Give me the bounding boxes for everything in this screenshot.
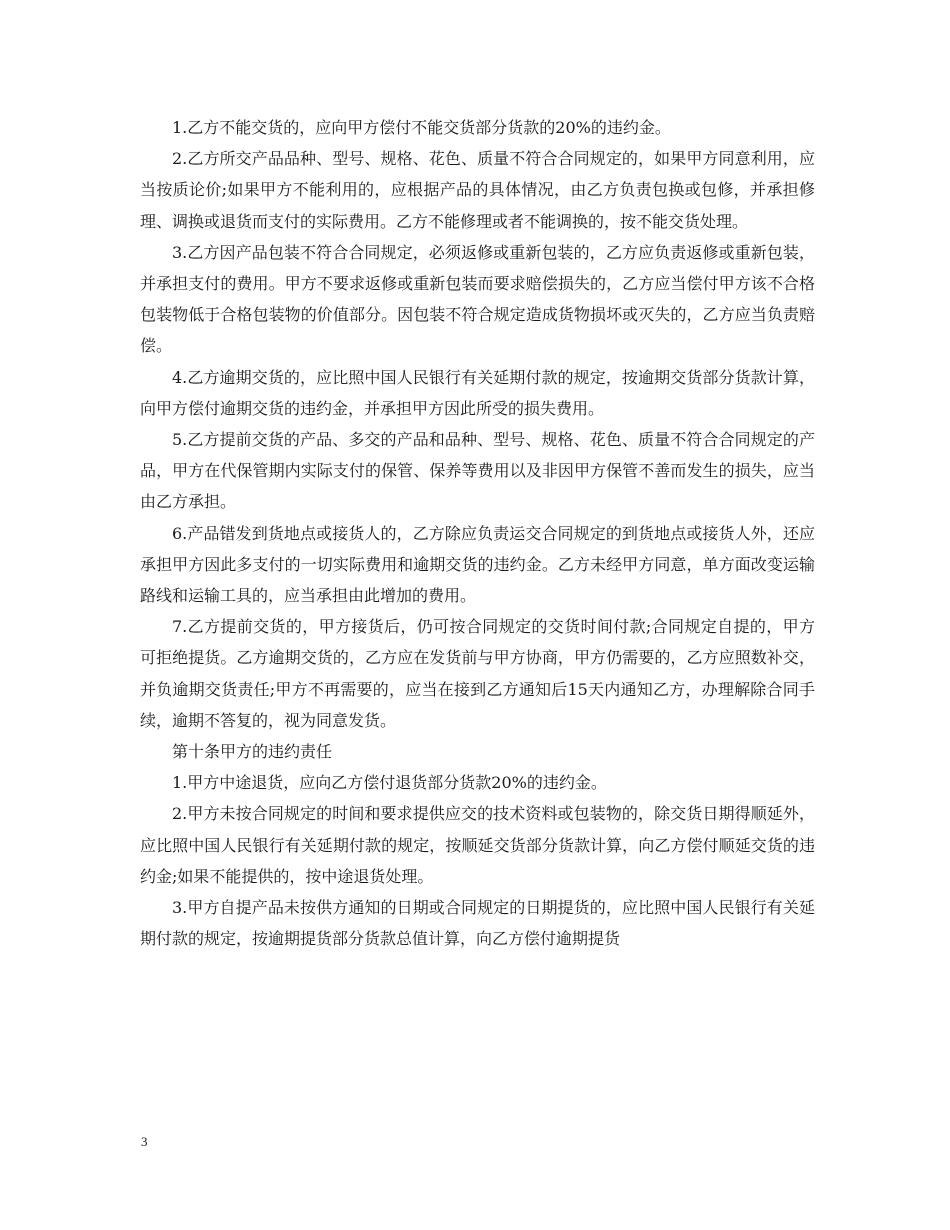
paragraph-5: 5.乙方提前交货的产品、多交的产品和品种、型号、规格、花色、质量不符合合同规定的产品，甲方在代保管期内实际支付的保管、保养等费用以及非因甲方保管不善而发生的损失，应当由乙方承担。 xyxy=(140,430,815,512)
paragraph-7: 7.乙方提前交货的，甲方接货后，仍可按合同规定的交货时间付款;合同规定自提的，甲方可拒绝提货。乙方逾期交货的，乙方应在发货前与甲方协商，甲方仍需要的，乙方应照数补交，并负逾期交货责任;甲方不再需要的，应当在接到乙方通知后15天内通知乙方，办理解除合同手续，逾期不答复的，视为同意发货。 xyxy=(140,617,815,730)
page-number: 3 xyxy=(141,1134,148,1149)
paragraph-10: 3.甲方自提产品未按供方通知的日期或合同规定的日期提货的，应比照中国人民银行有关延期付款的规定，按逾期提货部分货款总值计算，向乙方偿付逾期提货 xyxy=(140,898,815,949)
paragraph-6: 6.产品错发到货地点或接货人的，乙方除应负责运交合同规定的到货地点或接货人外，还应承担甲方因此多支付的一切实际费用和逾期交货的违约金。乙方未经甲方同意，单方面改变运输路线和运输工具的，应当承担由此增加的费用。 xyxy=(140,523,815,606)
paragraph-3: 3.乙方因产品包装不符合合同规定，必须返修或重新包装的，乙方应负责返修或重新包装，并承担支付的费用。甲方不要求返修或重新包装而要求赔偿损失的，乙方应当偿付甲方该不合格包装物低于合格包装物的价值部分。因包装不符合规定造成货物损坏或灭失的，乙方应当负责赔偿。 xyxy=(140,242,815,356)
paragraph-8: 1.甲方中途退货，应向乙方偿付退货部分货款20%的违约金。 xyxy=(172,773,607,793)
paragraph-2: 2.乙方所交产品品种、型号、规格、花色、质量不符合合同规定的，如果甲方同意利用，应当按质论价;如果甲方不能利用的，应根据产品的具体情况，由乙方负责包换或包修，并承担修理、调换或退货而支付的实际费用。乙方不能修理或者不能调换的，按不能交货处理。 xyxy=(140,149,815,231)
paragraph-9: 2.甲方未按合同规定的时间和要求提供应交的技术资料或包装物的，除交货日期得顺延外，应比照中国人民银行有关延期付款的规定，按顺延交货部分货款计算，向乙方偿付顺延交货的违约金;如果不能提供的，按中途退货处理。 xyxy=(140,804,815,886)
document-body xyxy=(140,112,815,954)
paragraph-1: 1.乙方不能交货的，应向甲方偿付不能交货部分货款的20%的违约金。 xyxy=(172,118,671,137)
section-heading: 第十条甲方的违约责任 xyxy=(172,742,333,762)
paragraph-4: 4.乙方逾期交货的，应比照中国人民银行有关延期付款的规定，按逾期交货部分货款计算，向甲方偿付逾期交货的违约金，并承担甲方因此所受的损失费用。 xyxy=(140,367,815,418)
